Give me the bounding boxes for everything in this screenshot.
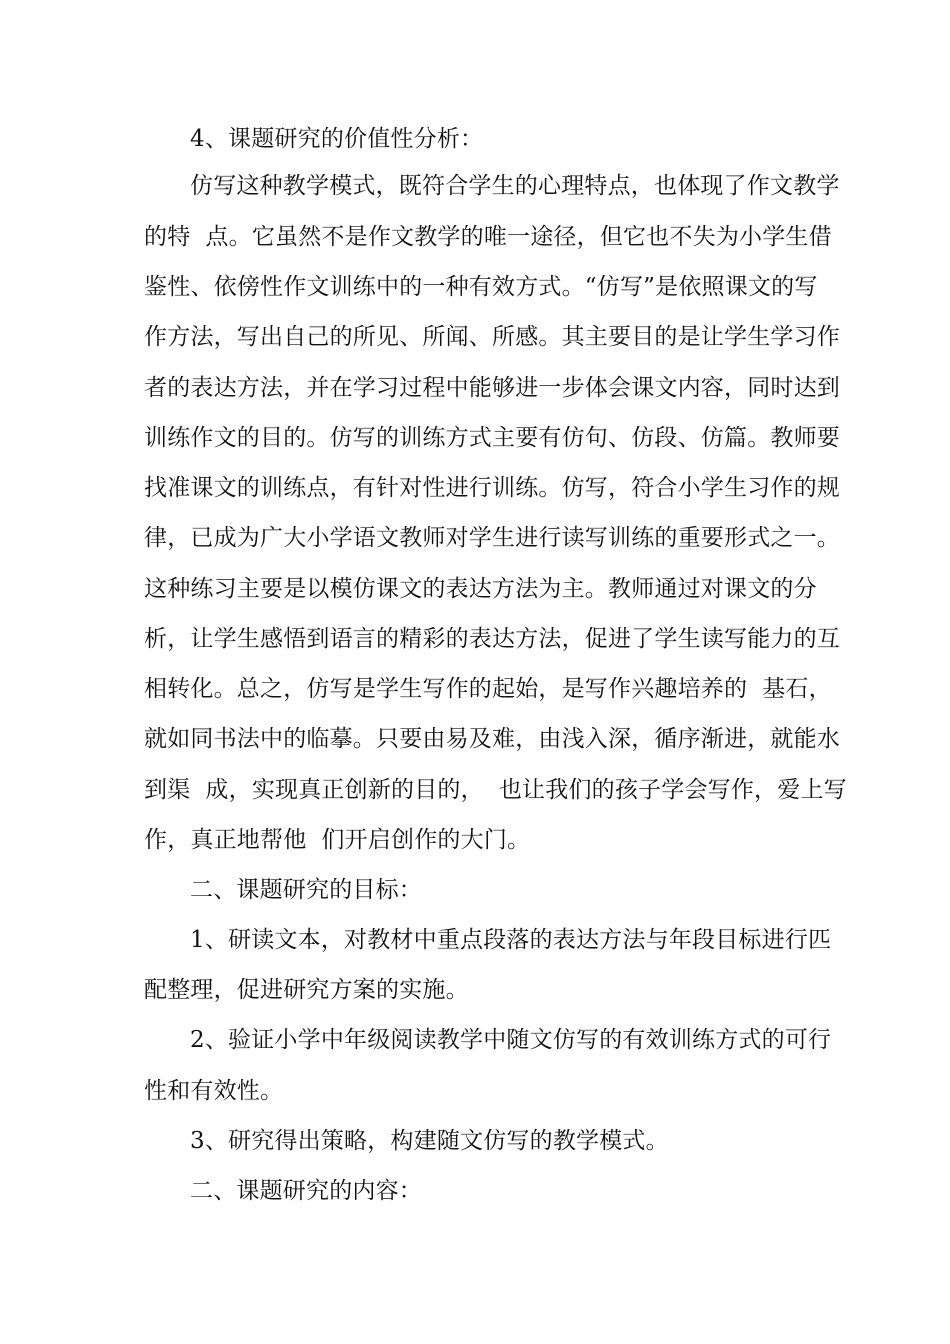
paragraph-line: 者的表达方法，并在学习过程中能够进一步体会课文内容，同时达到 [144,375,840,401]
paragraph-line: 到渠 成，实现真正创新的目的， 也让我们的孩子学会写作，爱上写 [144,777,847,803]
paragraph-line: 作，真正地帮他 们开启创作的大门。 [144,827,531,853]
paragraph-line: 析，让学生感悟到语言的精彩的表达方法，促进了学生读写能力的互 [144,626,840,652]
paragraph-line: 训练作文的目的。仿写的训练方式主要有仿句、仿段、仿篇。教师要 [144,425,840,451]
paragraph-line: 相转化。总之，仿写是学生写作的起始，是写作兴趣培养的 基石， [144,676,832,702]
paragraph-line: 鉴性、依傍性作文训练中的一种有效方式。“仿写”是依照课文的写 [144,274,818,300]
goal-item-1-continued: 配整理，促进研究方案的实施。 [144,977,469,1003]
paragraph-line: 这种练习主要是以模仿课文的表达方法为主。教师通过对课文的分 [144,576,817,602]
goal-item-3: 3、研究得出策略，构建随文仿写的教学模式。 [190,1128,669,1154]
paragraph-line: 仿写这种教学模式，既符合学生的心理特点，也体现了作文教学 [190,173,840,199]
paragraph-line: 作方法，写出自己的所见、所闻、所感。其主要目的是让学生学习作 [144,324,840,350]
section-heading-research-goals: 二、课题研究的目标： [190,877,422,903]
paragraph-line: 的特 点。它虽然不是作文教学的唯一途径，但它也不失为小学生借 [144,224,832,250]
goal-item-2-continued: 性和有效性。 [144,1078,284,1104]
paragraph-line: 律，已成为广大小学语文教师对学生进行读写训练的重要形式之一。 [144,525,840,551]
paragraph-line: 找准课文的训练点，有针对性进行训练。仿写，符合小学生习作的规 [144,475,840,501]
goal-item-1: 1、研读文本，对教材中重点段落的表达方法与年段目标进行匹 [190,927,832,953]
paragraph-line: 就如同书法中的临摹。只要由易及难，由浅入深，循序渐进，就能水 [144,726,840,752]
goal-item-2: 2、验证小学中年级阅读教学中随文仿写的有效训练方式的可行 [190,1027,832,1053]
section-heading-value-analysis: 4、课题研究的价值性分析： [190,126,484,152]
section-heading-research-content: 二、课题研究的内容： [190,1178,422,1204]
